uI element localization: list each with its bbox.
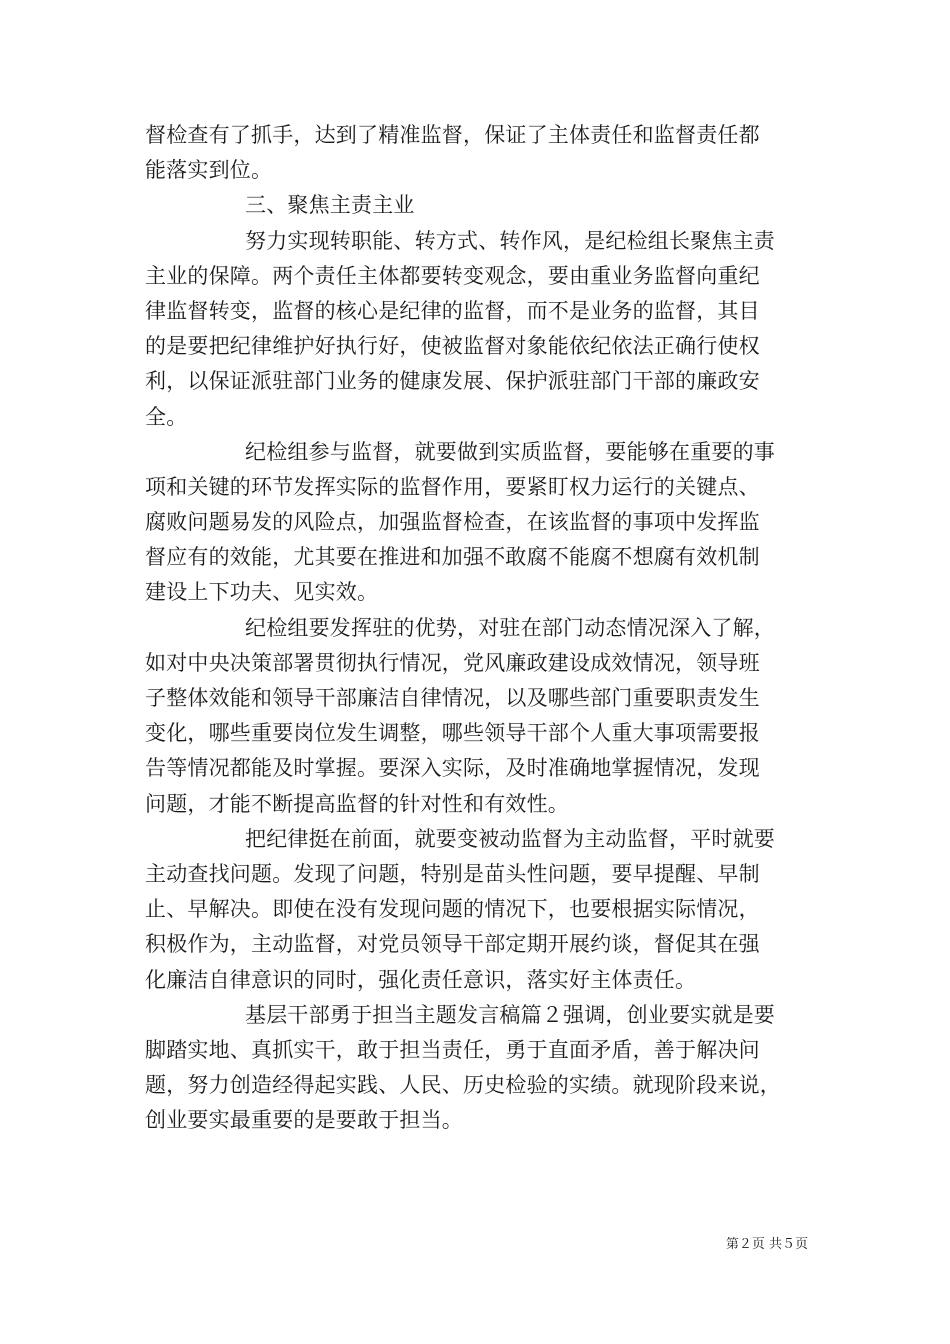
text-line: 主动查找问题。发现了问题，特别是苗头性问题，要早提醒、早制 [145, 861, 760, 886]
text-line: 律监督转变，监督的核心是纪律的监督，而不是业务的监督，其目 [145, 298, 760, 323]
text-line: 督应有的效能，尤其要在推进和加强不敢腐不能腐不想腐有效机制 [145, 545, 760, 570]
text-line: 脚踏实地、真抓实干，敢于担当责任，勇于直面矛盾，善于解决问 [145, 1037, 760, 1062]
text-line: 子整体效能和领导干部廉洁自律情况，以及哪些部门重要职责发生 [145, 686, 760, 710]
text-line: 如对中央决策部署贯彻执行情况，党风廉政建设成效情况，领导班 [145, 650, 760, 675]
text-line: 项和关键的环节发挥实际的监督作用，要紧盯权力运行的关键点、 [145, 474, 760, 499]
text-line: 基层干部勇于担当主题发言稿篇２强调，创业要实就是要 [245, 1002, 775, 1027]
text-line: 利，以保证派驻部门业务的健康发展、保护派驻部门干部的廉政安 [145, 369, 760, 394]
text-line: 全。 [145, 404, 188, 429]
text-line: 问题，才能不断提高监督的针对性和有效性。 [145, 791, 569, 816]
text-line: 变化，哪些重要岗位发生调整，哪些领导干部个人重大事项需要报 [145, 721, 760, 746]
text-line: 能落实到位。 [145, 158, 273, 183]
document-body [145, 118, 810, 1138]
text-line: 努力实现转职能、转方式、转作风，是纪检组长聚焦主责 [245, 228, 775, 253]
text-line: 督检查有了抓手，达到了精准监督，保证了主体责任和监督责任都 [145, 123, 760, 147]
text-line: 题，努力创造经得起实践、人民、历史检验的实绩。就现阶段来说， [145, 1073, 781, 1098]
text-line: 的是要把纪律维护好执行好，使被监督对象能依纪依法正确行使权 [145, 334, 760, 359]
text-line: 积极作为，主动监督，对党员领导干部定期开展约谈，督促其在强 [145, 932, 760, 957]
text-line: 创业要实最重要的是要敢于担当。 [145, 1108, 463, 1133]
text-line: 腐败问题易发的风险点，加强监督检查，在该监督的事项中发挥监 [145, 510, 760, 535]
section-heading: 三、聚焦主责主业 [245, 193, 415, 218]
text-line: 纪检组参与监督，就要做到实质监督，要能够在重要的事 [245, 439, 775, 464]
text-line: 化廉洁自律意识的同时，强化责任意识，落实好主体责任。 [145, 967, 697, 992]
text-line: 建设上下功夫、见实效。 [145, 580, 379, 605]
text-line: 主业的保障。两个责任主体都要转变观念，要由重业务监督向重纪 [145, 263, 760, 288]
text-line: 纪检组要发挥驻的优势，对驻在部门动态情况深入了解， [245, 615, 775, 640]
text-line: 告等情况都能及时掌握。要深入实际，及时准确地掌握情况，发现 [145, 756, 760, 781]
text-line: 止、早解决。即使在没有发现问题的情况下，也要根据实际情况， [145, 897, 760, 922]
page-number: 第２页 共５页 [725, 1237, 808, 1252]
text-line: 把纪律挺在前面，就要变被动监督为主动监督，平时就要 [245, 826, 775, 851]
